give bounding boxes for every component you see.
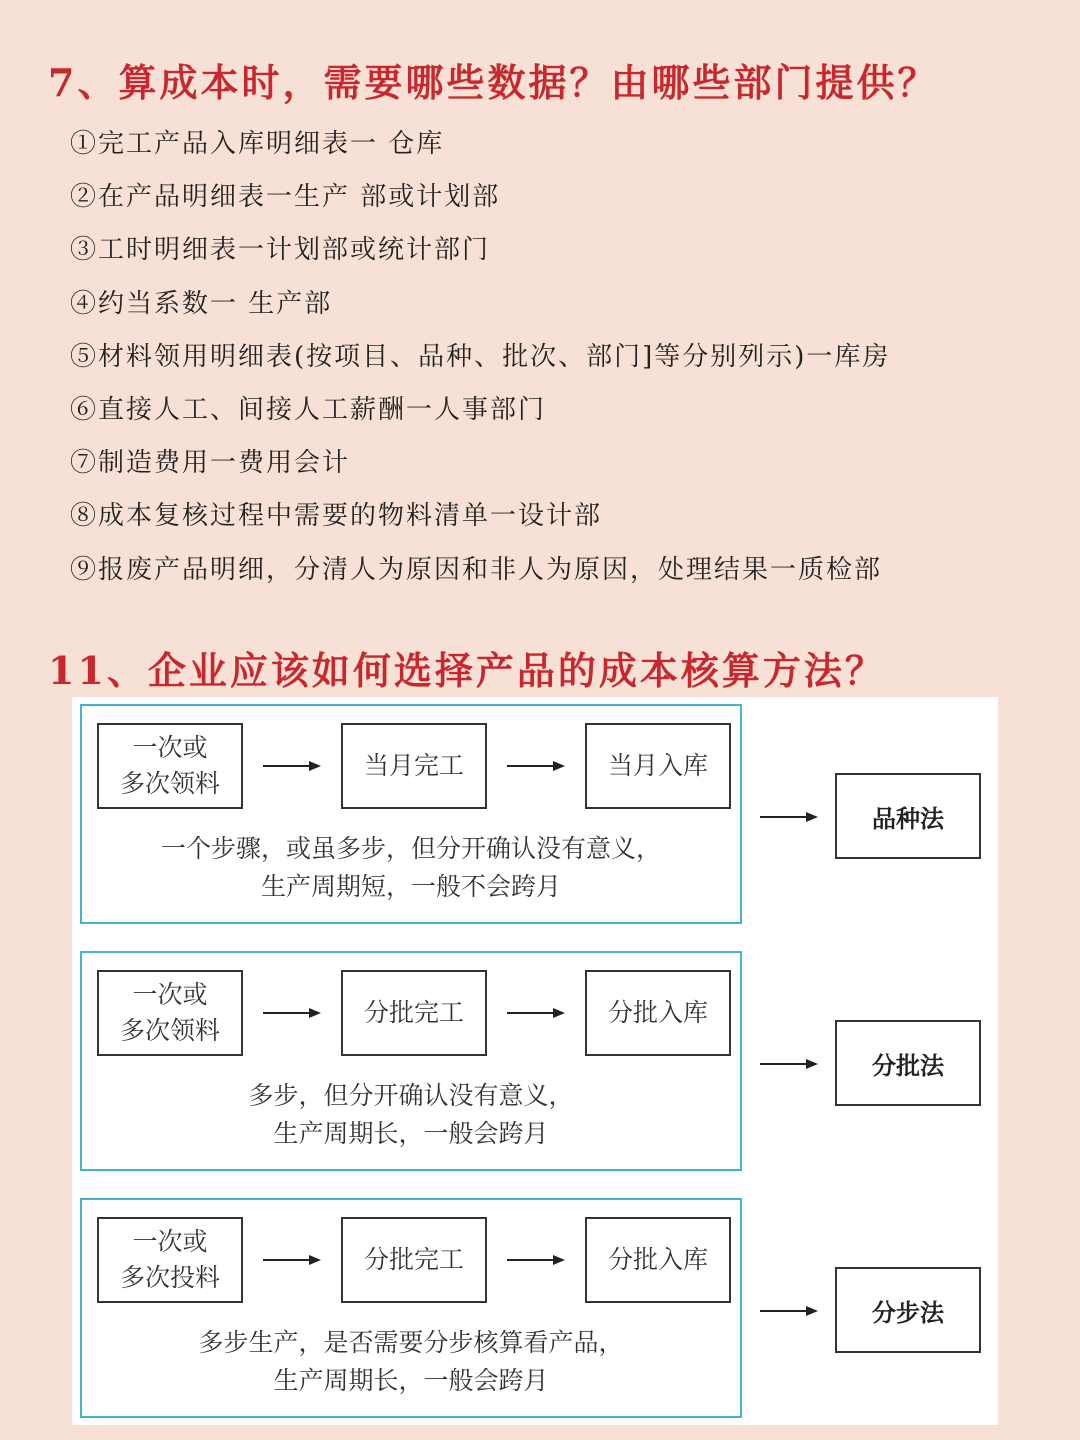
list-item: ②在产品明细表一生产 部或计划部: [70, 182, 501, 213]
list-item: ③工时明细表一计划部或统计部门: [70, 235, 491, 266]
arrow-right-icon: [263, 1005, 321, 1021]
description-line: 生产周期短，一般不会跨月: [260, 872, 561, 901]
flow-step-material: [97, 723, 243, 809]
list-item: ⑨报废产品明细，分清人为原因和非人为原因，处理结果一质检部: [70, 554, 883, 585]
flow-step-warehousing: 当月入库: [585, 723, 731, 809]
description-line: 多步，但分开确认没有意义，: [248, 1081, 574, 1110]
step-label: 一次或: [132, 1226, 208, 1256]
arrow-right-icon: [760, 809, 818, 825]
flow-step-completion: 当月完工: [341, 723, 487, 809]
flow-group-batch: [80, 951, 742, 1171]
arrow-right-icon: [507, 758, 565, 774]
step-label: 多次投料: [119, 1263, 220, 1292]
costing-method-diagram: [72, 697, 998, 1425]
description-line: 生产周期长，一般会跨月: [273, 1366, 549, 1395]
list-item: ⑥直接人工、间接人工薪酬一人事部门: [70, 394, 547, 425]
list-item: ⑦制造费用一费用会计: [70, 448, 351, 479]
method-variety: 品种法: [835, 773, 981, 859]
list-item: ①完工产品入库明细表一 仓库: [70, 129, 445, 159]
flow-step-completion: 分批完工: [341, 1217, 487, 1303]
arrow-right-icon: [507, 1252, 565, 1268]
flow-description: [82, 1324, 740, 1400]
list-item: ⑧成本复核过程中需要的物料清单一设计部: [70, 501, 603, 532]
arrow-right-icon: [760, 1056, 818, 1072]
method-batch: 分批法: [835, 1020, 981, 1106]
data-source-list: [70, 118, 890, 597]
method-step: 分步法: [835, 1267, 981, 1353]
description-line: 一个步骤，或虽多步，但分开确认没有意义，: [160, 834, 661, 863]
section-title-costing-method: 11、企业应该如何选择产品的成本核算方法？: [48, 648, 886, 693]
arrow-right-icon: [507, 1005, 565, 1021]
step-label: 一次或: [132, 732, 208, 762]
step-label: 多次领料: [119, 1016, 220, 1045]
flow-step-warehousing: 分批入库: [585, 970, 731, 1056]
arrow-right-icon: [263, 758, 321, 774]
flow-step-material: [97, 970, 243, 1056]
list-item: ④约当系数一 生产部: [70, 288, 333, 319]
arrow-right-icon: [760, 1303, 818, 1319]
flow-step-warehousing: 分批入库: [585, 1217, 731, 1303]
step-label: 一次或: [132, 979, 208, 1009]
description-line: 生产周期长，一般会跨月: [273, 1119, 549, 1148]
arrow-right-icon: [263, 1252, 321, 1268]
flow-group-step: [80, 1198, 742, 1418]
list-item: ⑤材料领用明细表(按项目、品种、批次、部门]等分别列示)一库房: [70, 341, 891, 372]
flow-step-completion: 分批完工: [341, 970, 487, 1056]
section-title-data-sources: 7、算成本时，需要哪些数据？由哪些部门提供？: [48, 60, 939, 105]
step-label: 多次领料: [119, 769, 220, 798]
flow-step-material: [97, 1217, 243, 1303]
flow-description: [82, 830, 740, 906]
flow-group-variety: [80, 704, 742, 924]
description-line: 多步生产，是否需要分步核算看产品，: [198, 1328, 624, 1357]
flow-description: [82, 1077, 740, 1153]
